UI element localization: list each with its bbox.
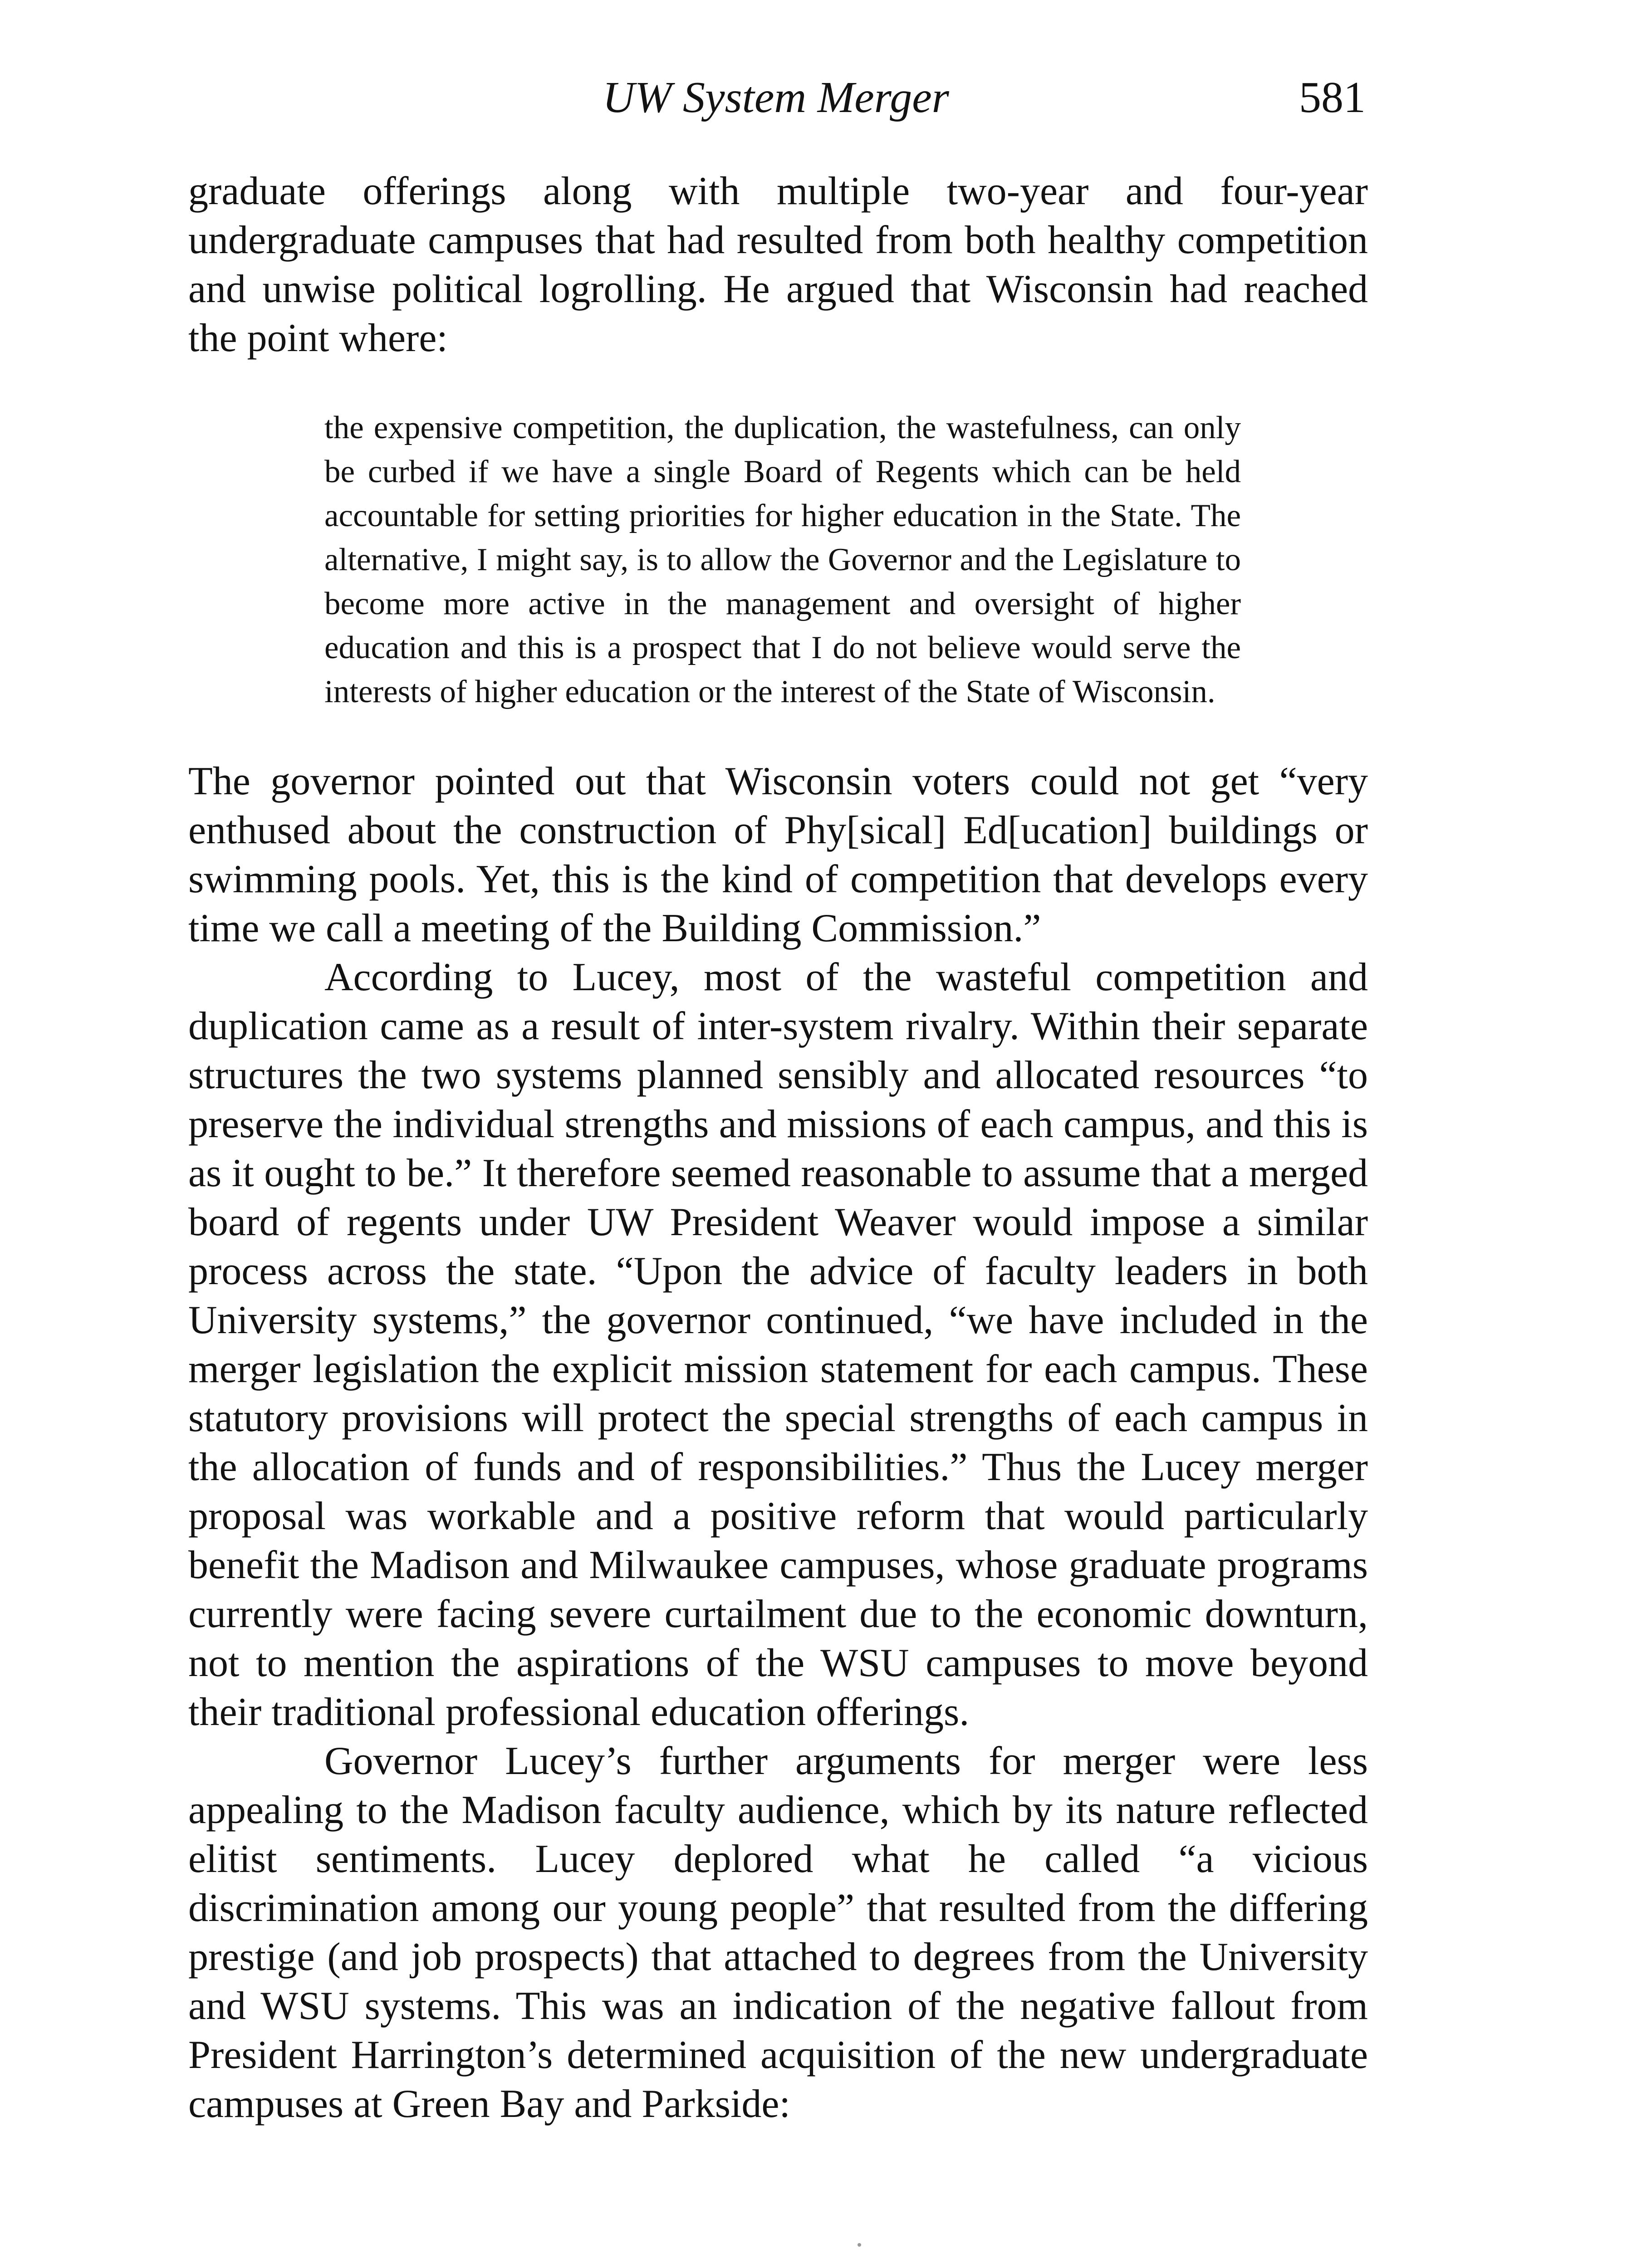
page-number: 581 bbox=[1299, 73, 1366, 122]
body-text bbox=[188, 167, 1368, 2129]
running-header bbox=[186, 68, 1366, 127]
paragraph: Governor Lucey’s further arguments for merger were less appealing to the Madison faculty audience, which by its nature reflected elitist sentiments. Lucey deplored what he called “a vicious discrimination among our young people” that resulted from the differing prestige (and job prospects) that attached to degrees from the University and WSU systems. This was an indication of the negative fallout from President Harrington’s determined acquisition of the new undergraduate campuses at Green Bay and Parkside: bbox=[188, 1739, 1368, 2126]
scan-speck bbox=[858, 2243, 861, 2247]
paragraph-continued: graduate offerings along with multiple two-year and four-year undergraduate campuses that had resulted from both healthy competition and unwise political logrolling. He argued that Wisconsin had reached the point where: bbox=[188, 169, 1368, 360]
block-quote: the expensive competition, the duplication, the wastefulness, can only be curbed if we have a single Board of Regents which can be held accountable for setting priorities for higher education in the State. The alternative, I might say, is to allow the Governor and the Legislature to become more active in the management and oversight of higher education and this is a prospect that I do not believe would serve the interests of higher education or the interest of the State of Wisconsin. bbox=[324, 410, 1241, 709]
paragraph: According to Lucey, most of the wasteful competition and duplication came as a result of inter-system rivalry. Within their separate structures the two systems planned sensibly and allocated resources “to preserve the individual strengths and missions of each campus, and this is as it ought to be.” It therefore seemed reasonable to assume that a merged board of regents under UW President Weaver would impose a similar process across the state. “Upon the advice of faculty leaders in both University systems,” the governor continued, “we have included in the merger legislation the explicit mission statement for each campus. These statutory provisions will protect the special strengths of each campus in the allocation of funds and of responsibilities.” Thus the Lucey merger proposal was workable and a positive reform that would particularly benefit the Madison and Milwaukee campuses, whose graduate programs currently were facing severe curtailment due to the economic downturn, not to mention the aspirations of the WSU campuses to move beyond their traditional professional education offerings. bbox=[188, 955, 1368, 1734]
paragraph: The governor pointed out that Wisconsin voters could not get “very enthused about the construction of Phy[sical] Ed[ucation] buildings or swimming pools. Yet, this is the kind of competition that develops every time we call a meeting of the Building Commission.” bbox=[188, 759, 1368, 950]
running-title: UW System Merger bbox=[603, 73, 949, 122]
